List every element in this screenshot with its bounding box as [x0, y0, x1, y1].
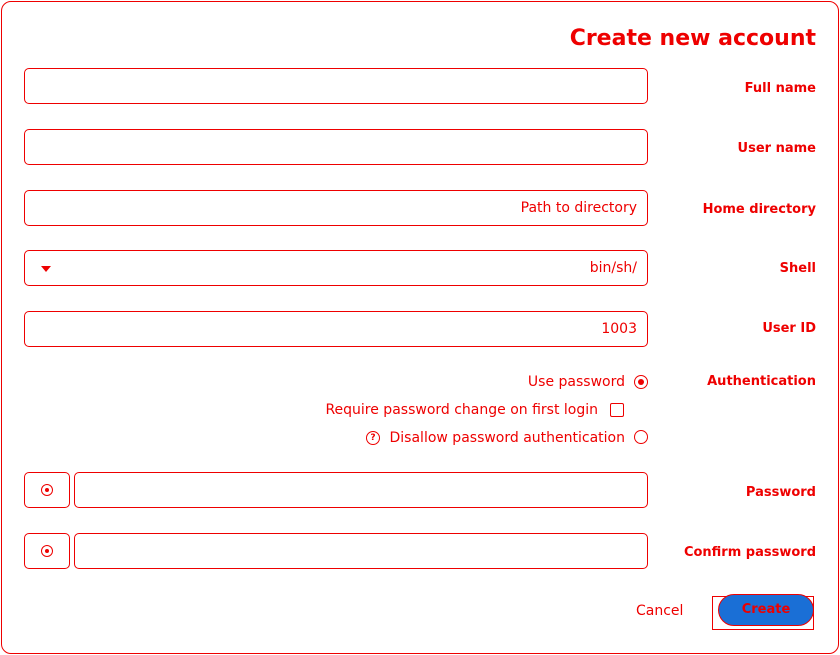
shell-value: bin/sh/ — [589, 260, 637, 276]
password-label: Password — [745, 485, 816, 500]
shell-label: Shell — [779, 261, 816, 276]
confirm-password-reveal-button[interactable] — [24, 533, 70, 569]
password-row — [24, 472, 648, 508]
password-input[interactable] — [74, 472, 648, 508]
chevron-down-icon[interactable] — [41, 266, 51, 272]
password-reveal-button[interactable] — [24, 472, 70, 508]
create-button[interactable]: Create — [718, 594, 814, 626]
home-directory-label: Home directory — [702, 202, 816, 217]
confirm-password-label: Confirm password — [683, 545, 816, 560]
user-name-input[interactable] — [24, 129, 648, 165]
confirm-password-input[interactable] — [74, 533, 648, 569]
cancel-button[interactable]: Cancel — [636, 603, 684, 619]
eye-icon — [41, 545, 53, 557]
dialog-title: Create new account — [569, 26, 816, 51]
use-password-label: Use password — [527, 374, 625, 390]
home-directory-placeholder: Path to directory — [520, 200, 637, 216]
full-name-input[interactable] — [24, 68, 648, 104]
disallow-password-radio[interactable] — [634, 430, 648, 444]
require-change-label: Require password change on first login — [325, 402, 598, 418]
home-directory-input[interactable] — [24, 190, 648, 226]
shell-select[interactable] — [24, 250, 648, 286]
user-id-label: User ID — [762, 321, 816, 336]
eye-icon — [41, 484, 53, 496]
user-id-value: 1003 — [601, 321, 637, 337]
full-name-label: Full name — [744, 81, 816, 96]
disallow-password-label: Disallow password authentication — [389, 430, 625, 446]
authentication-label: Authentication — [707, 374, 816, 389]
use-password-radio[interactable] — [634, 375, 648, 389]
confirm-password-row — [24, 533, 648, 569]
help-icon[interactable]: ? — [366, 431, 380, 445]
user-id-input[interactable] — [24, 311, 648, 347]
require-change-checkbox[interactable] — [610, 403, 624, 417]
user-name-label: User name — [737, 141, 816, 156]
